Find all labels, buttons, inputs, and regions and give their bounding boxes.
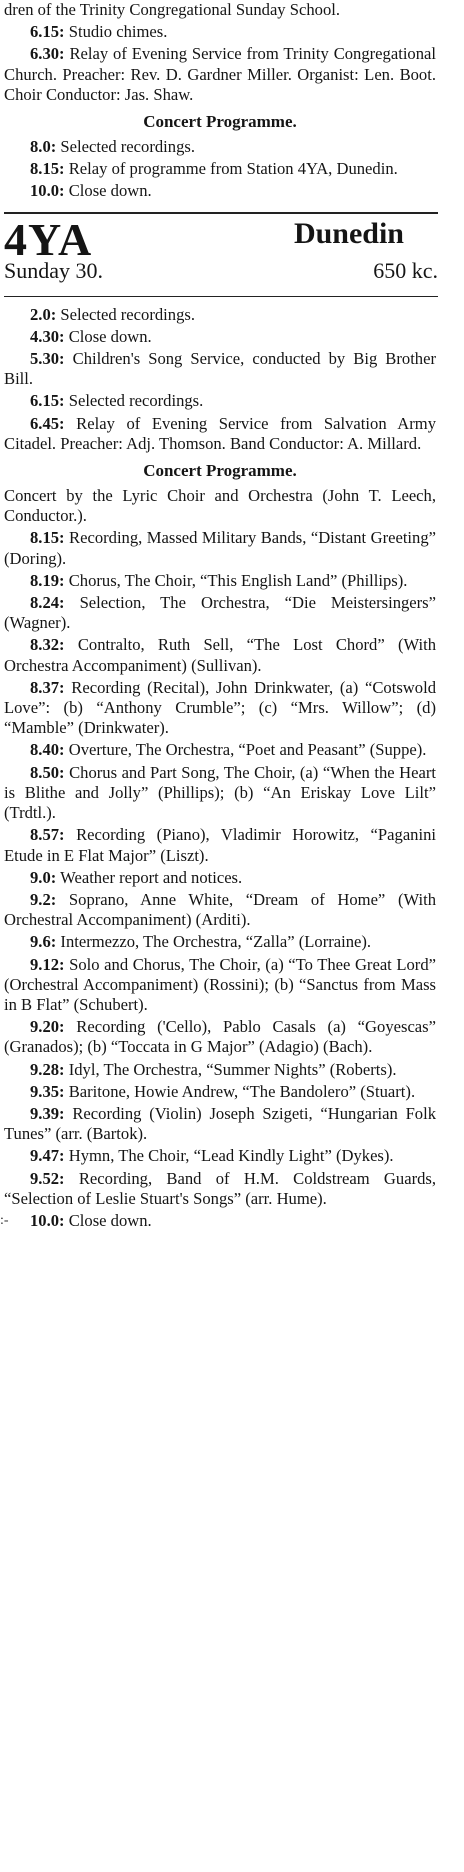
entry-text: Intermezzo, The Orchestra, “Zalla” (Lorraine). [56,932,372,952]
programme-entry [4,391,464,411]
entry-time: 9.52: [30,1168,65,1188]
programme-entry [4,327,464,347]
programme-entry [4,1104,464,1144]
entry-text: Recording ('Cello), Pablo Casals (a) “Goyescas” (Granados); (b) “Toccata in G Major” (Adagio) (Bach). [4,1017,436,1057]
programme-entry [4,22,464,42]
entry-time: 9.12: [30,954,65,974]
programme-entry [4,571,464,591]
entry-time: 8.0: [30,137,57,157]
concert-intro: Concert by the Lyric Choir and Orchestra (John T. Leech, Conductor.). [4,486,436,526]
entry-time: 8.57: [30,825,65,845]
programme-entry [4,0,464,20]
station-callsign: 4YA [4,213,93,265]
entry-text: Relay of programme from Station 4YA, Dunedin. [64,159,398,179]
programme-entry [4,1211,464,1231]
programme-entry [4,1060,464,1080]
entry-time: 9.2: [30,889,57,909]
programme-entry [4,44,464,105]
programme-entry [4,635,464,675]
entry-text: Selected recordings. [56,304,195,324]
station-header [4,214,438,284]
programme-entry [4,678,464,739]
entry-time: 6.15: [30,391,65,411]
concert-programme-heading: Concert Programme. [143,461,297,481]
entry-time: 2.0: [30,304,57,324]
margin-mark: :- [0,1213,9,1229]
programme-entry [4,763,464,824]
entry-time: 8.15: [30,528,65,548]
entry-text: Studio chimes. [64,22,168,42]
entry-text: Selection, The Orchestra, “Die Meistersingers” (Wagner). [4,593,436,633]
programme-entry [4,1082,464,1102]
programme-entry [4,1169,464,1209]
entry-time: 9.20: [30,1017,65,1037]
entry-text: Solo and Chorus, The Choir, (a) “To Thee Great Lord” (Orchestral Accompaniment) (Rossini); (b) “Sanctus from Mass in B Flat” (Schubert). [4,954,436,1014]
entry-time: 8.50: [30,762,65,782]
entry-text: Chorus and Part Song, The Choir, (a) “When the Heart is Blithe and Jolly” (Phillips); (b) “An Eriskay Love Lilt” (Trdtl.). [4,762,436,823]
entry-text: Recording, Massed Military Bands, “Distant Greeting” (Doring). [4,528,436,568]
entry-time: 8.24: [30,593,65,613]
programme-entry [4,955,464,1016]
concert-entry-list [4,528,464,1231]
entry-time: 5.30: [30,349,65,369]
entry-text: Children's Song Service, conducted by Big Brother Bill. [4,349,436,389]
entry-text: Selected recordings. [64,391,204,411]
programme-entry [4,305,464,325]
programme-entry [4,740,464,760]
entry-text: Close down. [64,1210,152,1230]
entry-time: 6.15: [30,22,65,42]
entry-text: Weather report and notices. [56,867,243,887]
programme-entry [4,137,464,157]
programme-entry [4,868,464,888]
entry-time: 9.6: [30,932,57,952]
entry-time: 10.0: [30,181,65,201]
programme-entry [4,349,464,389]
programme-entry [4,825,464,865]
programme-entry [4,932,464,952]
entry-time: 10.0: [30,1210,65,1230]
entry-time: 8.40: [30,740,65,760]
entry-text: Selected recordings. [56,137,195,157]
entry-text: Close down. [64,326,152,346]
entry-text: Relay of Evening Service from Salvation Army Citadel. Preacher: Adj. Thomson. Band Conductor: A. Millard. [4,413,436,453]
station-programme-section [4,305,464,1232]
entry-text: Recording, Band of H.M. Coldstream Guards, “Selection of Leslie Stuart's Songs” (arr. Hume). [4,1168,436,1208]
entry-text: Recording (Piano), Vladimir Horowitz, “Paganini Etude in E Flat Major” (Liszt). [4,825,436,865]
entry-text: Idyl, The Orchestra, “Summer Nights” (Roberts). [64,1059,397,1079]
entry-text: Close down. [64,181,152,201]
broadcast-date: Sunday 30. [4,257,103,283]
programme-entry [4,593,464,633]
entry-time: 9.39: [30,1103,65,1123]
programme-entry [4,414,464,454]
entry-time: 8.37: [30,677,65,697]
entry-text: Overture, The Orchestra, “Poet and Peasant” (Suppe). [64,740,427,760]
previous-station-section [4,0,464,202]
entry-time: 9.0: [30,867,57,887]
programme-entry [4,159,464,179]
entry-time: 6.30: [30,44,65,64]
entry-time: 9.28: [30,1059,65,1079]
entry-time: 9.47: [30,1146,65,1166]
programme-entry [4,528,464,568]
entry-text: Baritone, Howie Andrew, “The Bandolero” (Stuart). [64,1081,416,1101]
entry-text: Contralto, Ruth Sell, “The Lost Chord” (With Orchestra Accompaniment) (Sullivan). [4,635,436,675]
entry-text: Recording (Violin) Joseph Szigeti, “Hungarian Folk Tunes” (arr. (Bartok). [4,1103,436,1144]
entry-time: 8.15: [30,159,65,179]
programme-entry [4,890,464,930]
entry-time: 9.35: [30,1081,65,1101]
entry-text: Soprano, Anne White, “Dream of Home” (With Orchestral Accompaniment) (Arditi). [4,889,436,930]
programme-entry [4,181,464,201]
entry-time: 8.19: [30,570,65,590]
entry-text: Recording (Recital), John Drinkwater, (a) “Cotswold Love”: (b) “Anthony Crumble”; (c) “Mrs. Willow”; (d) “Mamble” (Drinkwater). [4,677,436,738]
entry-text: Hymn, The Choir, “Lead Kindly Light” (Dykes). [64,1146,394,1166]
entry-time: 8.32: [30,635,65,655]
entry-text: dren of the Trinity Congregational Sunday School. [4,0,340,19]
concert-programme-heading: Concert Programme. [143,112,297,132]
entry-time: 4.30: [30,326,65,346]
programme-entry [4,1017,464,1057]
entry-text: Chorus, The Choir, “This English Land” (Phillips). [64,570,408,590]
entry-text: Relay of Evening Service from Trinity Congregational Church. Preacher: Rev. D. Gardner Miller. Organist: Len. Boot. Choir Conductor: Jas. Shaw. [4,44,436,104]
programme-entry [4,1146,464,1166]
entry-time: 6.45: [30,413,65,433]
station-frequency: 650 kc. [373,257,438,283]
station-city: Dunedin [293,216,404,250]
